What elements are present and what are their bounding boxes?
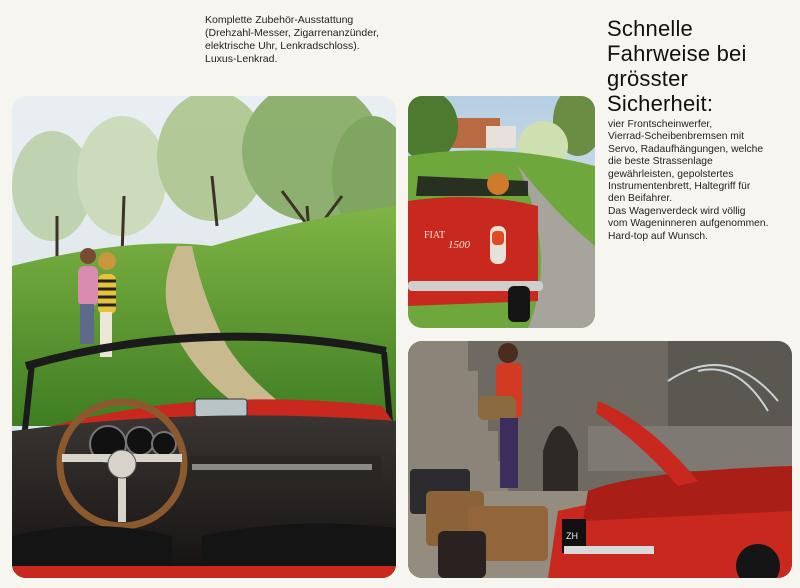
body-line: Instrumentenbrett, Haltegriff für (608, 181, 751, 193)
interior-illustration (12, 96, 396, 578)
body-line: vom Wageninneren aufgenommen. (608, 218, 769, 230)
luggage-illustration (408, 341, 792, 578)
caption-line: (Drehzahl-Messer, Zigarrenanzünder, (205, 27, 379, 39)
headline-line: Sicherheit: (607, 91, 714, 116)
body-line: gewährleisten, gepolstertes (608, 168, 734, 180)
body-line: Servo, Radaufhängungen, welche (608, 143, 764, 155)
luggage-photo (408, 341, 792, 578)
headline (607, 16, 792, 116)
accessories-caption (205, 14, 415, 66)
caption-line: elektrische Uhr, Lenkradschloss). (205, 40, 360, 52)
headline-line: Fahrweise bei (607, 41, 747, 66)
features-text (608, 119, 796, 243)
driving-photo (408, 96, 595, 328)
model-badge: 1500 (448, 239, 470, 251)
headline-line: grösster (607, 66, 689, 91)
license-plate: ZH (566, 531, 578, 541)
fiat-badge: FIAT (424, 230, 446, 241)
body-line: Vierrad-Scheibenbremsen mit (608, 131, 745, 143)
caption-line: Luxus-Lenkrad. (205, 53, 278, 65)
interior-photo (12, 96, 396, 578)
driving-illustration (408, 96, 595, 328)
body-line: Das Wagenverdeck wird völlig (608, 205, 746, 217)
caption-line: Komplette Zubehör-Ausstattung (205, 14, 354, 26)
body-line: die beste Strassenlage (608, 156, 713, 168)
body-line: Hard-top auf Wunsch. (608, 230, 708, 242)
body-line: vier Frontscheinwerfer, (608, 119, 713, 130)
body-line: den Beifahrer. (608, 193, 673, 205)
headline-line: Schnelle (607, 16, 693, 41)
